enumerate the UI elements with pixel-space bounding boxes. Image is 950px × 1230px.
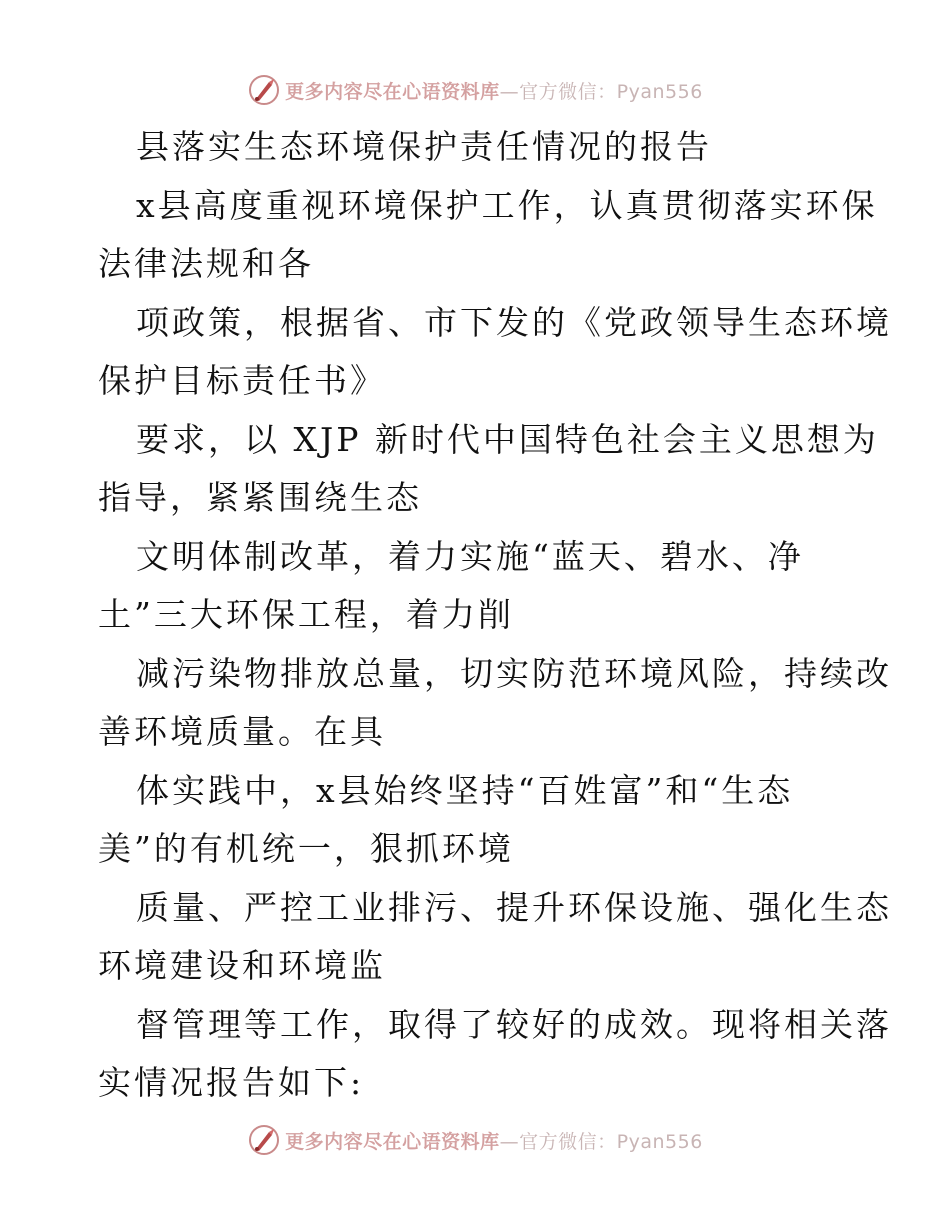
text-line: 项政策，根据省、市下发的《党政领导生态环境 [136, 302, 892, 342]
text-line: 善环境质量。在具 [98, 712, 386, 751]
text-line: 体实践中，x县始终坚持“百姓富”和“生态 [136, 770, 794, 810]
text-line: 保护目标责任书》 [98, 361, 386, 400]
text-line: 指导，紧紧围绕生态 [98, 478, 422, 517]
watermark-text [285, 77, 703, 104]
quill-pen-logo-icon [247, 73, 281, 107]
watermark-brand: 更多内容尽在心语资料库 [285, 1130, 500, 1153]
text-line: x县高度重视环境保护工作，认真贯彻落实环保 [136, 185, 878, 225]
watermark-contact: —官方微信：Pyan556 [499, 80, 703, 103]
header-watermark [0, 70, 950, 110]
text-line: 法律法规和各 [98, 244, 314, 283]
footer-watermark [0, 1120, 950, 1160]
text-line: 质量、严控工业排污、提升环保设施、强化生态 [136, 887, 892, 927]
text-line: 减污染物排放总量，切实防范环境风险，持续改 [136, 653, 892, 693]
text-line: 要求，以 XJP 新时代中国特色社会主义思想为 [136, 419, 879, 459]
quill-pen-logo-icon [247, 1123, 281, 1157]
watermark-text [285, 1127, 703, 1154]
watermark-brand: 更多内容尽在心语资料库 [285, 80, 500, 103]
text-line: 美”的有机统一，狠抓环境 [98, 829, 514, 868]
document-body [98, 118, 892, 1113]
text-line: 土”三大环保工程，着力削 [98, 595, 514, 634]
text-line: 督管理等工作，取得了较好的成效。现将相关落 [136, 1004, 892, 1044]
text-line: 县落实生态环境保护责任情况的报告 [136, 127, 712, 166]
text-line: 环境建设和环境监 [98, 946, 386, 985]
watermark-contact: —官方微信：Pyan556 [499, 1130, 703, 1153]
text-line: 实情况报告如下: [98, 1063, 365, 1102]
text-line: 文明体制改革，着力实施“蓝天、碧水、净 [136, 536, 804, 576]
